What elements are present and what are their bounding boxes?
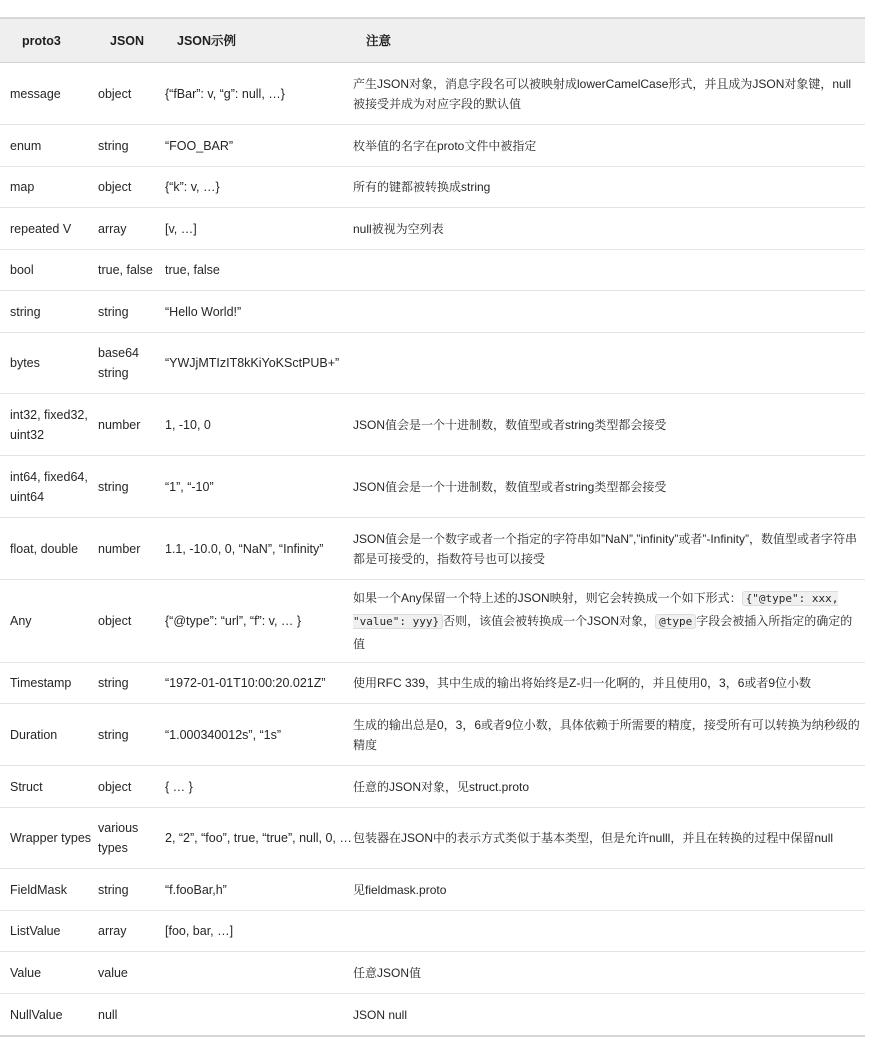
proto3-type: repeated V xyxy=(10,221,72,236)
table-row xyxy=(0,167,865,208)
proto3-type: bytes xyxy=(10,356,40,370)
json-type: various types xyxy=(98,821,139,855)
proto3-type: FieldMask xyxy=(10,882,67,897)
note xyxy=(353,587,861,655)
note-text: 如果一个Any保留一个特上述的JSON映射，则它会转换成一个如下形式： xyxy=(353,591,742,605)
json-type: array xyxy=(98,924,127,938)
table-row xyxy=(0,911,865,952)
proto3-type: Timestamp xyxy=(10,676,72,690)
note-text: 否则，该值会被转换成一个JSON对象， xyxy=(443,614,656,628)
proto3-type: NullValue xyxy=(10,1007,63,1022)
json-type: value xyxy=(98,965,128,980)
json-example: “Hello World!” xyxy=(165,304,242,319)
proto3-type: Struct xyxy=(10,779,43,794)
json-type: true, false xyxy=(98,263,153,277)
header-note: 注意 xyxy=(366,34,392,48)
header-proto3: proto3 xyxy=(22,34,61,48)
proto3-type: Value xyxy=(10,965,42,980)
table-row xyxy=(0,580,865,663)
table-row xyxy=(0,208,865,250)
proto3-type: enum xyxy=(10,138,42,153)
json-type: object xyxy=(98,779,132,794)
inline-code: {"@type": xxx, "value": yyy} xyxy=(353,592,839,628)
note: 见fieldmask.proto xyxy=(353,882,447,897)
json-example: {“@type”: “url”, “f”: v, … } xyxy=(165,614,302,628)
proto3-json-mapping-table xyxy=(0,17,865,1037)
proto3-type: Duration xyxy=(10,727,58,742)
json-type: array xyxy=(98,221,127,236)
note: 使用RFC 339，其中生成的输出将始终是Z-归一化啊的，并且使用0，3，6或者9位小数 xyxy=(353,676,812,690)
proto3-type: bool xyxy=(10,263,34,277)
note: 枚举值的名字在proto文件中被指定 xyxy=(353,138,537,153)
json-example: 2, “2”, “foo”, true, “true”, null, 0, … xyxy=(165,831,352,845)
json-type: object xyxy=(98,180,132,194)
note: null被视为空列表 xyxy=(353,221,444,236)
note: JSON null xyxy=(353,1007,408,1022)
json-example: “1972-01-01T10:00:20.021Z” xyxy=(165,676,326,690)
note: 所有的键都被转换成string xyxy=(353,180,491,194)
note: JSON值会是一个十进制数，数值型或者string类型都会接受 xyxy=(353,417,667,432)
note: 包装器在JSON中的表示方式类似于基本类型，但是允许nulll，并且在转换的过程中保留null xyxy=(353,831,834,845)
table-row xyxy=(0,766,865,808)
note: 生成的输出总是0，3，6或者9位小数，具体依赖于所需要的精度，接受所有可以转换为纳秒级的精度 xyxy=(353,717,860,752)
json-type: number xyxy=(98,417,141,432)
json-type: number xyxy=(98,541,141,556)
header-json: JSON xyxy=(110,34,145,48)
table-row xyxy=(0,704,865,766)
proto3-type: Wrapper types xyxy=(10,831,92,845)
note: 产生JSON对象，消息字段名可以被映射成lowerCamelCase形式，并且成为JSON对象键，null被接受并成为对应字段的默认值 xyxy=(353,76,852,111)
json-type: string xyxy=(98,479,129,494)
note: 任意的JSON对象，见struct.proto xyxy=(353,779,530,794)
json-example: “f.fooBar,h” xyxy=(165,882,227,897)
table-row xyxy=(0,456,865,518)
header-json-example: JSON示例 xyxy=(177,34,237,48)
json-example: true, false xyxy=(165,263,220,277)
proto3-type: string xyxy=(10,304,41,319)
json-example: { … } xyxy=(165,779,193,794)
table-row xyxy=(0,869,865,911)
table-header xyxy=(0,19,865,63)
json-type: object xyxy=(98,614,132,628)
json-example: “FOO_BAR” xyxy=(165,138,234,153)
json-example: [foo, bar, …] xyxy=(165,924,234,938)
json-type: string xyxy=(98,138,129,153)
json-example: “YWJjMTIzIT8kKiYoKSctPUB+” xyxy=(165,356,340,370)
json-type: string xyxy=(98,304,129,319)
proto3-type: int64, fixed64, uint64 xyxy=(10,469,88,504)
json-example: {“fBar”: v, “g”: null, …} xyxy=(165,86,285,101)
note: JSON值会是一个数字或者一个指定的字符串如”NaN”,”infinity”或者”-Infinity”，数值型或者字符串都是可接受的，指数符号也可以接受 xyxy=(353,531,858,566)
json-type: base64 string xyxy=(98,346,140,380)
note: JSON值会是一个十进制数，数值型或者string类型都会接受 xyxy=(353,479,667,494)
json-example: {“k”: v, …} xyxy=(165,180,220,194)
json-type: object xyxy=(98,86,132,101)
table-row xyxy=(0,952,865,994)
table-row xyxy=(0,250,865,291)
inline-code: @type xyxy=(655,614,696,629)
json-example: “1.000340012s”, “1s” xyxy=(165,727,282,742)
proto3-type: float, double xyxy=(10,541,79,556)
json-example: [v, …] xyxy=(165,221,197,236)
json-type: string xyxy=(98,727,129,742)
table-row xyxy=(0,394,865,456)
table-row xyxy=(0,63,865,125)
table-row xyxy=(0,125,865,167)
json-example: 1, -10, 0 xyxy=(165,417,211,432)
proto3-type: int32, fixed32, uint32 xyxy=(10,407,88,442)
table-row xyxy=(0,994,865,1035)
json-type: string xyxy=(98,676,129,690)
proto3-type: ListValue xyxy=(10,924,61,938)
proto3-type: map xyxy=(10,180,35,194)
table-row xyxy=(0,808,865,869)
proto3-type: message xyxy=(10,86,61,101)
table-row xyxy=(0,663,865,704)
table-row xyxy=(0,518,865,580)
note-text: 字段会被插入所指定的确定的值 xyxy=(353,614,853,651)
proto3-type: Any xyxy=(10,614,32,628)
json-type: null xyxy=(98,1007,118,1022)
json-example: 1.1, -10.0, 0, “NaN”, “Infinity” xyxy=(165,541,324,556)
table-row xyxy=(0,291,865,333)
note: 任意JSON值 xyxy=(353,965,422,980)
json-example: “1”, “-10” xyxy=(165,479,214,494)
table-row xyxy=(0,333,865,394)
json-type: string xyxy=(98,882,129,897)
